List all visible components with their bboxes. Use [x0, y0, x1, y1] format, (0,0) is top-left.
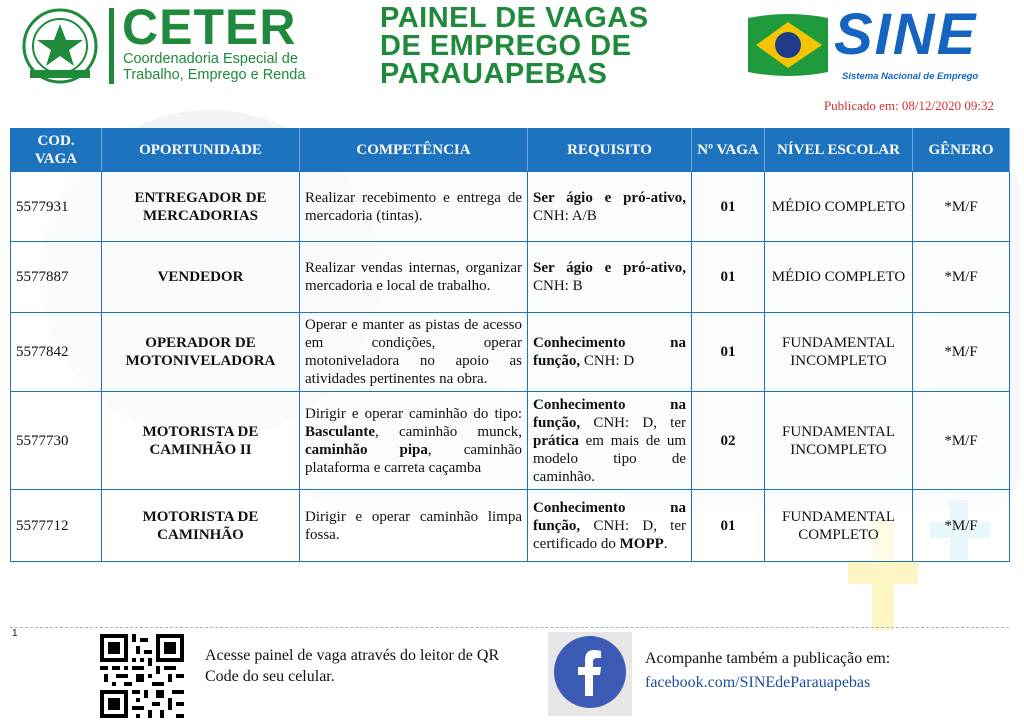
col-header-count: Nº VAGA — [692, 129, 765, 172]
facebook-icon[interactable] — [554, 636, 626, 708]
col-header-education: NÍVEL ESCOLAR — [765, 129, 913, 172]
job-gender: *M/F — [913, 313, 1010, 392]
ceter-divider — [109, 8, 114, 84]
job-requirement: Conhecimento na função, CNH: D, ter certificado do MOPP. — [528, 490, 692, 562]
col-header-competence: COMPETÊNCIA — [300, 129, 528, 172]
job-title: MOTORISTA DE CAMINHÃO II — [102, 392, 300, 490]
job-code: 5577842 — [11, 313, 102, 392]
job-competence: Dirigir e operar caminhão do tipo: Basculante, caminhão munck, caminhão pipa, caminhão plataforma e carreta caçamba — [300, 392, 528, 490]
qr-code-icon[interactable] — [100, 634, 184, 718]
ceter-subtitle: Coordenadoria Especial de Trabalho, Emprego e Renda — [123, 51, 306, 83]
table-row — [11, 392, 1010, 490]
job-requirement: Conhecimento na função, CNH: D — [528, 313, 692, 392]
job-competence: Dirigir e operar caminhão limpa fossa. — [300, 490, 528, 562]
col-header-opportunity: OPORTUNIDADE — [102, 129, 300, 172]
job-competence: Operar e manter as pistas de acesso em condições, operar motoniveladora no apoio as atividades pertinentes na obra. — [300, 313, 528, 392]
job-requirement: Ser ágio e pró-ativo, CNH: A/B — [528, 172, 692, 242]
job-education: MÉDIO COMPLETO — [765, 172, 913, 242]
col-header-requirement: REQUISITO — [528, 129, 692, 172]
job-competence: Realizar recebimento e entrega de mercadoria (tintas). — [300, 172, 528, 242]
job-code: 5577931 — [11, 172, 102, 242]
job-requirement: Conhecimento na função, CNH: D, ter prática em mais de um modelo tipo de caminhão. — [528, 392, 692, 490]
job-vacancies-table — [10, 128, 1010, 562]
qr-instructions: Acesse painel de vaga através do leitor de QR Code do seu celular. — [205, 647, 500, 685]
sine-logo-text: SINE — [834, 2, 978, 67]
job-gender: *M/F — [913, 490, 1010, 562]
table-header-row — [11, 129, 1010, 172]
job-count: 01 — [692, 490, 765, 562]
job-count: 01 — [692, 313, 765, 392]
ceter-logo-text: CETER — [122, 0, 297, 55]
job-education: FUNDAMENTAL COMPLETO — [765, 490, 913, 562]
job-code: 5577887 — [11, 242, 102, 313]
page-title: PAINEL DE VAGAS DE EMPREGO DE PARAUAPEBAS — [380, 2, 649, 90]
job-gender: *M/F — [913, 392, 1010, 490]
job-title: VENDEDOR — [102, 242, 300, 313]
table-row — [11, 172, 1010, 242]
job-count: 02 — [692, 392, 765, 490]
job-title: MOTORISTA DE CAMINHÃO — [102, 490, 300, 562]
col-header-code: COD. VAGA — [11, 129, 102, 172]
table-row — [11, 242, 1010, 313]
footer-divider — [10, 627, 1009, 628]
job-title: OPERADOR DE MOTONIVELADORA — [102, 313, 300, 392]
job-education: FUNDAMENTAL INCOMPLETO — [765, 313, 913, 392]
publish-date: Publicado em: 08/12/2020 09:32 — [823, 98, 994, 113]
job-requirement: Ser ágio e pró-ativo, CNH: B — [528, 242, 692, 313]
job-count: 01 — [692, 242, 765, 313]
col-header-gender: GÊNERO — [913, 129, 1010, 172]
job-competence: Realizar vendas internas, organizar mercadoria e local de trabalho. — [300, 242, 528, 313]
table-row — [11, 313, 1010, 392]
job-code: 5577712 — [11, 490, 102, 562]
page-number: 1 — [12, 628, 18, 639]
facebook-label: Acompanhe também a publicação em: — [645, 650, 891, 667]
job-gender: *M/F — [913, 242, 1010, 313]
job-education: MÉDIO COMPLETO — [765, 242, 913, 313]
job-code: 5577730 — [11, 392, 102, 490]
brazil-flag-icon — [748, 10, 828, 80]
job-title: ENTREGADOR DE MERCADORIAS — [102, 172, 300, 242]
job-gender: *M/F — [913, 172, 1010, 242]
job-count: 01 — [692, 172, 765, 242]
header — [0, 0, 1024, 113]
job-education: FUNDAMENTAL INCOMPLETO — [765, 392, 913, 490]
sine-subtitle: Sistema Nacional de Emprego — [842, 71, 979, 82]
facebook-link[interactable]: facebook.com/SINEdeParauapebas — [645, 674, 871, 691]
state-crest-icon — [20, 6, 100, 86]
table-row — [11, 490, 1010, 562]
